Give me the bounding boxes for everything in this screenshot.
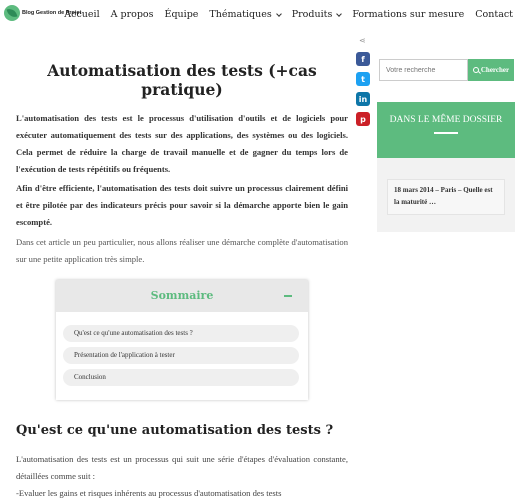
nav-accueil[interactable] [64,9,99,20]
collapse-icon[interactable] [284,295,292,297]
nav-formations[interactable] [352,9,464,20]
related-article-link[interactable]: 18 mars 2014 – Paris – Quelle est la maturité … [387,179,505,215]
same-folder-header [377,102,515,158]
table-of-contents [56,280,308,400]
page-title: Automatisation des tests (+cas pratique) [47,61,317,99]
nav-produits[interactable] [292,9,342,20]
search-icon [473,67,479,73]
nav-label: Thématiques [209,9,272,20]
search-button-label: Chercher [480,66,510,74]
same-folder-title: DANS LE MÊME DOSSIER [389,115,503,125]
search-input[interactable] [379,59,468,81]
intro-paragraph-3: Dans cet article un peu particulier, nous allons réaliser une démarche complète d'automatisation sur une petite application très simple. [16,237,348,264]
main-nav [64,9,513,20]
facebook-share-button[interactable]: f [356,52,370,66]
nav-label: A propos [110,9,154,20]
logo-text: Blog Gestion de Projet [22,10,82,16]
site-header [0,0,525,30]
leaf-logo-icon [4,5,20,21]
nav-label: Produits [291,9,333,20]
nav-label: Formations sur mesure [352,9,465,20]
same-folder-widget [377,102,515,232]
nav-label: Contact [475,9,513,20]
toc-header[interactable] [56,280,308,312]
nav-label: Équipe [164,9,199,20]
share-icon [359,38,367,46]
nav-equipe[interactable] [165,9,199,20]
nav-a-propos[interactable] [111,9,154,20]
pinterest-share-button[interactable]: p [356,112,370,126]
nav-thematiques[interactable] [209,9,280,20]
toc-item[interactable]: Qu'est ce qu'une automatisation des tests ? [63,325,299,342]
chevron-down-icon [276,11,282,17]
nav-label: Accueil [64,9,100,20]
intro-paragraph-1: L'automatisation des tests est le processus d'utilisation d'outils et de logiciels pour exécuter automatiquement des tests sur des applications, des systèmes ou des logiciels. Cela permet de réduire la charge de travail manuelle et de gagner du temps lors de l'exécution de tests répétitifs ou fréquents. [16,113,348,174]
twitter-share-button[interactable]: t [356,72,370,86]
chevron-down-icon [336,11,342,17]
toc-item[interactable]: Conclusion [63,369,299,386]
section-heading: Qu'est ce qu'une automatisation des tests ? [16,423,334,438]
share-bar [356,38,370,126]
toc-title: Sommaire [150,289,214,302]
linkedin-share-button[interactable]: in [356,92,370,106]
nav-contact[interactable] [475,9,513,20]
toc-item[interactable]: Présentation de l'application à tester [63,347,299,364]
section-bullet: -Evaluer les gains et risques inhérents au processus d'automatisation des tests [16,488,282,498]
intro-paragraph-2: Afin d'être efficiente, l'automatisation des tests doit suivre un processus clairement défini et être pilotée par des indicateurs précis pour savoir si la démarche apporte bien le gain escompté. [16,183,348,227]
search-button[interactable] [468,59,514,81]
divider [434,132,458,134]
section-paragraph: L'automatisation des tests est un processus qui suit une série d'étapes d'évaluation constante, détaillées comme suit : [16,454,348,481]
